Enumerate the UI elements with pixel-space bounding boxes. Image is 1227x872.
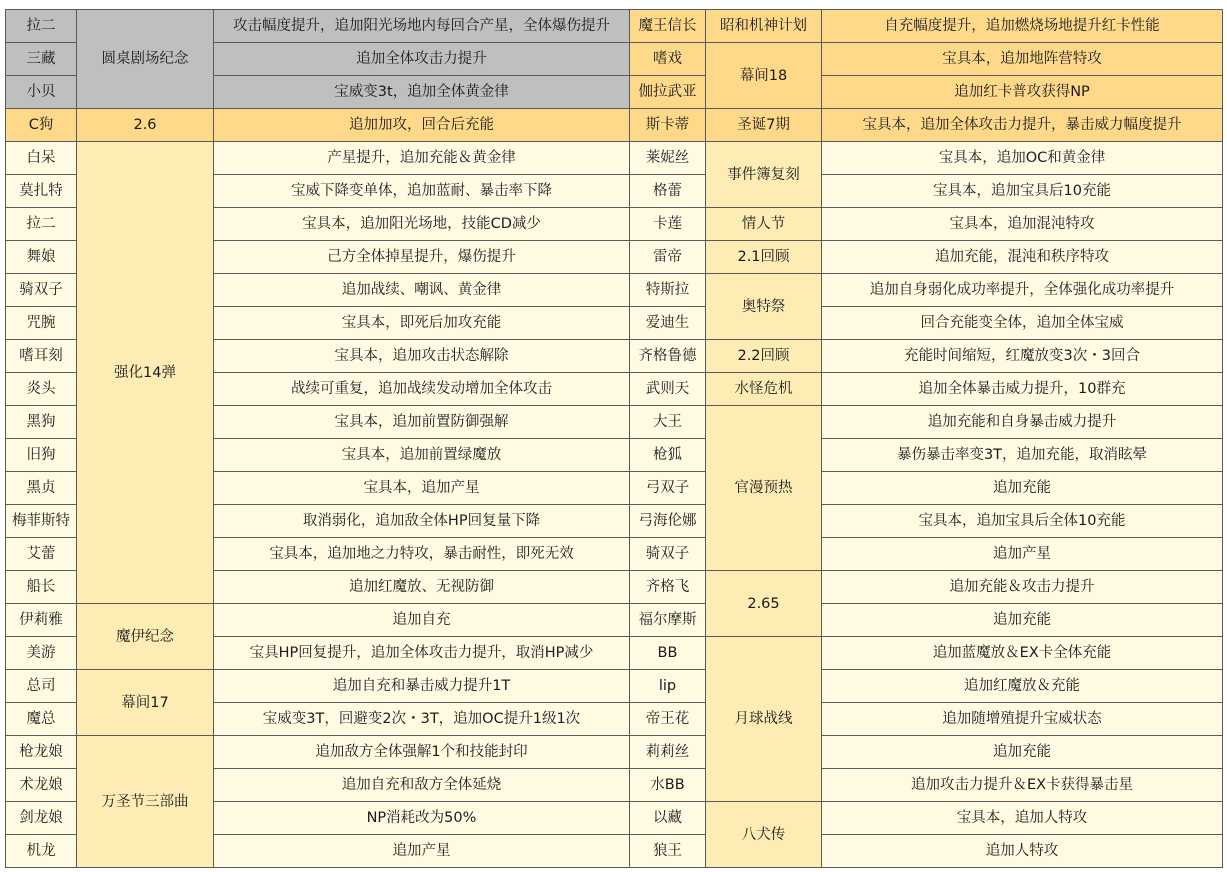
event-group-cell: 强化14弹 [77,142,214,604]
upgrade-effect-cell: 宝具本，追加产星 [214,472,630,505]
event-group-cell: 2.1回顾 [706,241,822,274]
upgrade-effect-cell: 追加人特攻 [822,835,1223,868]
upgrade-effect-cell: 宝具本，追加阳光场地，技能CD减少 [214,208,630,241]
table-row [6,736,1223,769]
servant-name-cell: 拉二 [6,10,77,43]
upgrade-effect-cell: 追加全体暴击威力提升，10群充 [822,373,1223,406]
event-group-cell: 八犬传 [706,802,822,868]
servant-name-cell: 枪龙娘 [6,736,77,769]
buff-list-table [5,9,1223,868]
upgrade-effect-cell: 追加加攻，回合后充能 [214,109,630,142]
upgrade-effect-cell: 追加充能和自身暴击威力提升 [822,406,1223,439]
event-group-cell: 奥特祭 [706,274,822,340]
servant-name-cell: 狼王 [630,835,706,868]
servant-name-cell: 总司 [6,670,77,703]
upgrade-effect-cell: 自充幅度提升，追加燃烧场地提升红卡性能 [822,10,1223,43]
servant-name-cell: 咒腕 [6,307,77,340]
upgrade-effect-cell: 宝具本，追加混沌特攻 [822,208,1223,241]
table-row [6,604,1223,637]
servant-name-cell: 大王 [630,406,706,439]
servant-name-cell: 莉莉丝 [630,736,706,769]
upgrade-effect-cell: 追加全体攻击力提升 [214,43,630,76]
upgrade-effect-cell: 宝具本，追加攻击状态解除 [214,340,630,373]
event-group-cell: 幕间17 [77,670,214,736]
event-group-cell: 万圣节三部曲 [77,736,214,868]
servant-name-cell: 舞娘 [6,241,77,274]
upgrade-effect-cell: 追加战续、嘲讽、黄金律 [214,274,630,307]
upgrade-effect-cell: 追加自充 [214,604,630,637]
servant-name-cell: 福尔摩斯 [630,604,706,637]
event-group-cell: 圣诞7期 [706,109,822,142]
servant-name-cell: 齐格鲁德 [630,340,706,373]
event-group-cell: 事件簿复刻 [706,142,822,208]
upgrade-effect-cell: 追加红魔放、无视防御 [214,571,630,604]
upgrade-effect-cell: 宝威变3t，追加全体黄金律 [214,76,630,109]
servant-name-cell: 梅菲斯特 [6,505,77,538]
upgrade-effect-cell: 追加充能＆攻击力提升 [822,571,1223,604]
upgrade-effect-cell: 追加自充和敌方全体延烧 [214,769,630,802]
servant-name-cell: 魔总 [6,703,77,736]
event-group-cell: 昭和机神计划 [706,10,822,43]
servant-name-cell: 黑贞 [6,472,77,505]
upgrade-effect-cell: 宝威下降变单体，追加蓝耐、暴击率下降 [214,175,630,208]
upgrade-effect-cell: 追加自身弱化成功率提升，全体强化成功率提升 [822,274,1223,307]
upgrade-effect-cell: 宝具HP回复提升，追加全体攻击力提升，取消HP减少 [214,637,630,670]
servant-name-cell: 伽拉武亚 [630,76,706,109]
upgrade-effect-cell: 宝具本，追加宝具后全体10充能 [822,505,1223,538]
upgrade-effect-cell: 宝具本，追加地之力特攻，暴击耐性，即死无效 [214,538,630,571]
upgrade-effect-cell: 追加充能 [822,604,1223,637]
upgrade-effect-cell: 宝具本，追加宝具后10充能 [822,175,1223,208]
servant-name-cell: 水BB [630,769,706,802]
servant-name-cell: 雷帝 [630,241,706,274]
upgrade-effect-cell: 追加充能 [822,472,1223,505]
servant-name-cell: 魔王信长 [630,10,706,43]
upgrade-effect-cell: 宝具本，追加人特攻 [822,802,1223,835]
table-row [6,142,1223,175]
servant-name-cell: 骑双子 [630,538,706,571]
upgrade-effect-cell: 产星提升，追加充能＆黄金律 [214,142,630,175]
event-group-cell: 幕间18 [706,43,822,109]
servant-name-cell: 拉二 [6,208,77,241]
servant-name-cell: 齐格飞 [630,571,706,604]
event-group-cell: 2.6 [77,109,214,142]
servant-name-cell: 白呆 [6,142,77,175]
table-row [6,670,1223,703]
servant-name-cell: BB [630,637,706,670]
servant-name-cell: 嗜戏 [630,43,706,76]
event-group-cell: 官漫预热 [706,406,822,571]
upgrade-effect-cell: 追加自充和暴击威力提升1T [214,670,630,703]
servant-name-cell: 嗜耳刻 [6,340,77,373]
upgrade-effect-cell: 追加敌方全体强解1个和技能封印 [214,736,630,769]
event-group-cell: 2.65 [706,571,822,637]
servant-name-cell: 小贝 [6,76,77,109]
servant-name-cell: 斯卡蒂 [630,109,706,142]
upgrade-effect-cell: 宝具本，追加全体攻击力提升，暴击威力幅度提升 [822,109,1223,142]
table-row [6,10,1223,43]
event-group-cell: 情人节 [706,208,822,241]
upgrade-effect-cell: 充能时间缩短，红魔放变3次・3回合 [822,340,1223,373]
servant-name-cell: 卡莲 [630,208,706,241]
servant-name-cell: 弓海伦娜 [630,505,706,538]
upgrade-effect-cell: 追加产星 [822,538,1223,571]
event-group-cell: 魔伊纪念 [77,604,214,670]
upgrade-effect-cell: 宝具本，追加地阵营特攻 [822,43,1223,76]
servant-name-cell: 船长 [6,571,77,604]
servant-name-cell: 弓双子 [630,472,706,505]
servant-name-cell: 格蕾 [630,175,706,208]
upgrade-effect-cell: 宝具本，追加前置绿魔放 [214,439,630,472]
upgrade-effect-cell: 追加充能，混沌和秩序特攻 [822,241,1223,274]
upgrade-effect-cell: 暴伤暴击率变3T，追加充能，取消眩晕 [822,439,1223,472]
servant-name-cell: 爱迪生 [630,307,706,340]
event-group-cell: 水怪危机 [706,373,822,406]
upgrade-effect-cell: 追加红卡普攻获得NP [822,76,1223,109]
event-group-cell: 圆桌剧场纪念 [77,10,214,109]
servant-name-cell: 三藏 [6,43,77,76]
servant-name-cell: 以藏 [630,802,706,835]
upgrade-effect-cell: 宝具本，即死后加攻充能 [214,307,630,340]
servant-name-cell: 帝王花 [630,703,706,736]
upgrade-effect-cell: 己方全体掉星提升，爆伤提升 [214,241,630,274]
servant-name-cell: 武则天 [630,373,706,406]
servant-name-cell: 美游 [6,637,77,670]
servant-name-cell: 骑双子 [6,274,77,307]
servant-name-cell: 机龙 [6,835,77,868]
upgrade-effect-cell: 战续可重复，追加战续发动增加全体攻击 [214,373,630,406]
servant-name-cell: 枪狐 [630,439,706,472]
upgrade-effect-cell: 追加随增殖提升宝威状态 [822,703,1223,736]
table-row [6,109,1223,142]
servant-name-cell: 旧狗 [6,439,77,472]
upgrade-effect-cell: 追加充能 [822,736,1223,769]
upgrade-effect-cell: 取消弱化，追加敌全体HP回复量下降 [214,505,630,538]
upgrade-effect-cell: NP消耗改为50% [214,802,630,835]
servant-name-cell: C狗 [6,109,77,142]
event-group-cell: 月球战线 [706,637,822,802]
upgrade-effect-cell: 宝具本，追加OC和黄金律 [822,142,1223,175]
servant-name-cell: 莱妮丝 [630,142,706,175]
servant-name-cell: 特斯拉 [630,274,706,307]
event-group-cell: 2.2回顾 [706,340,822,373]
servant-name-cell: lip [630,670,706,703]
servant-name-cell: 莫扎特 [6,175,77,208]
upgrade-effect-cell: 追加红魔放＆充能 [822,670,1223,703]
servant-name-cell: 伊莉雅 [6,604,77,637]
upgrade-effect-cell: 宝威变3T，回避变2次・3T，追加OC提升1级1次 [214,703,630,736]
servant-name-cell: 艾蕾 [6,538,77,571]
servant-name-cell: 炎头 [6,373,77,406]
upgrade-effect-cell: 攻击幅度提升，追加阳光场地内每回合产星，全体爆伤提升 [214,10,630,43]
servant-name-cell: 剑龙娘 [6,802,77,835]
servant-name-cell: 黑狗 [6,406,77,439]
upgrade-effect-cell: 追加蓝魔放＆EX卡全体充能 [822,637,1223,670]
upgrade-effect-cell: 宝具本，追加前置防御强解 [214,406,630,439]
upgrade-effect-cell: 回合充能变全体，追加全体宝威 [822,307,1223,340]
upgrade-effect-cell: 追加攻击力提升＆EX卡获得暴击星 [822,769,1223,802]
servant-name-cell: 术龙娘 [6,769,77,802]
upgrade-effect-cell: 追加产星 [214,835,630,868]
